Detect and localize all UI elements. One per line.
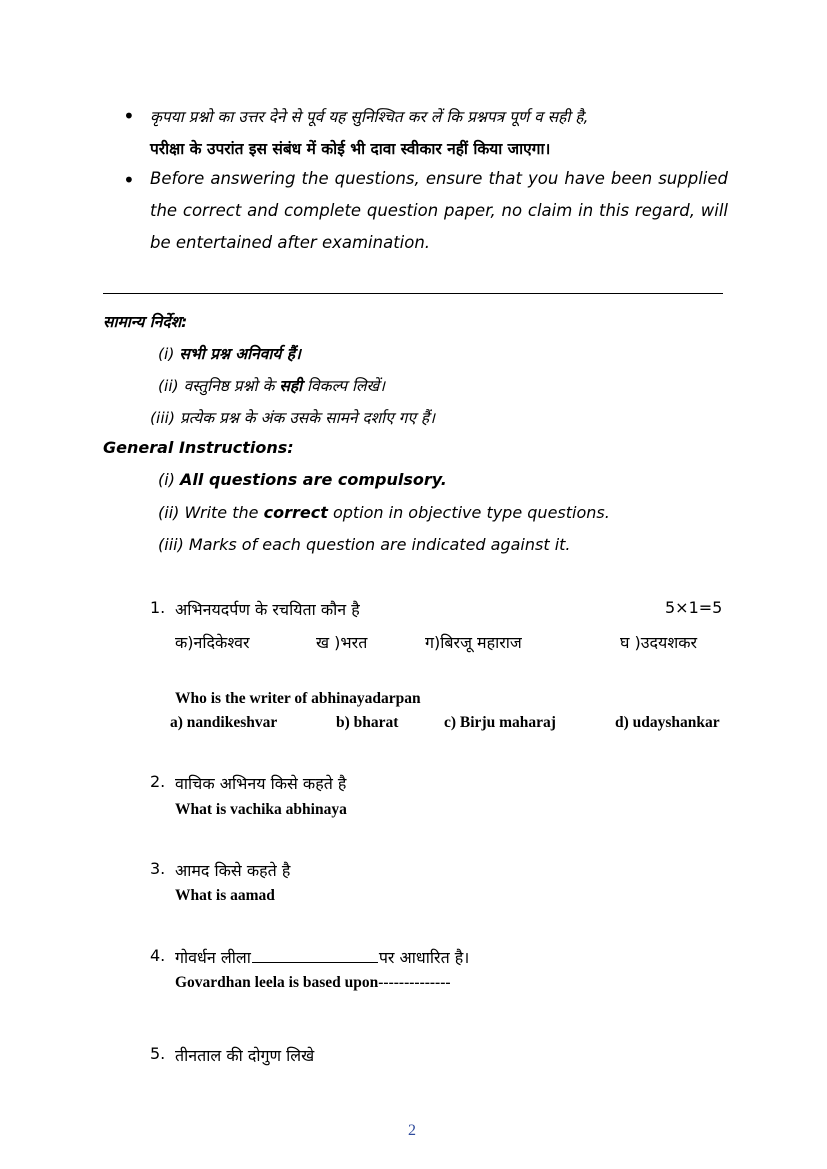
page-number: 2 — [408, 1122, 416, 1139]
question-5-number: 5. — [150, 1044, 166, 1063]
question-5-hindi: तीनताल की दोगुण लिखे — [175, 1046, 315, 1065]
instruction-text: प्रत्येक प्रश्न के अंक उसके सामने दर्शाए गए हैं। — [179, 409, 436, 427]
english-instructions-heading: General Instructions: — [103, 438, 294, 457]
q1-option-c-hindi: ग)बिरजू महाराज — [425, 633, 522, 652]
question-2-english: What is vachika abhinaya — [175, 801, 347, 818]
notice-hindi-line2: परीक्षा के उपरांत इस संबंध में कोई भी दावा स्वीकार नहीं किया जाएगा। — [150, 140, 551, 158]
instruction-text-pre: वस्तुनिष्ठ प्रश्नो के — [183, 377, 275, 395]
question-1-marks: 5×1=5 — [665, 598, 723, 617]
hindi-instruction-ii — [158, 374, 385, 396]
english-instruction-i — [158, 470, 447, 489]
instruction-text: Marks of each question are indicated against it. — [188, 535, 571, 554]
question-2-hindi: वाचिक अभिनय किसे कहते है — [175, 774, 347, 793]
hindi-instruction-i — [158, 342, 301, 364]
question-1-english: Who is the writer of abhinayadarpan — [175, 690, 421, 707]
instruction-number: (i) — [158, 345, 175, 363]
q1-option-b-hindi: ख )भरत — [316, 633, 368, 652]
question-3-number: 3. — [150, 859, 166, 878]
bullet-icon: • — [123, 104, 135, 128]
question-4-hindi — [175, 946, 469, 968]
question-4-english: Govardhan leela is based upon-------------- — [175, 974, 451, 991]
instruction-text-post: option in objective type questions. — [332, 503, 610, 522]
question-3-hindi: आमद किसे कहते है — [175, 861, 291, 880]
q1-option-d-hindi: घ )उदयशकर — [620, 633, 698, 652]
question-3-english: What is aamad — [175, 887, 275, 904]
q1-option-a-hindi: क)नदिकेश्वर — [175, 633, 250, 652]
question-2-number: 2. — [150, 772, 166, 791]
question-1-hindi: अभिनयदर्पण के रचयिता कौन है — [175, 600, 360, 619]
hindi-instructions-heading: सामान्य निर्देश: — [103, 313, 188, 331]
notice-hindi-line1: कृपया प्रश्नो का उत्तर देने से पूर्व यह सुनिश्चित कर लें कि प्रश्नपत्र पूर्ण व सही है, — [150, 108, 589, 126]
q4-hindi-post: पर आधारित है। — [378, 948, 470, 967]
english-instruction-ii — [158, 503, 610, 522]
q1-option-a-english: a) nandikeshvar — [170, 714, 278, 731]
instruction-text-bold: सही — [279, 377, 303, 395]
instruction-number: (iii) — [158, 535, 184, 554]
notice-english: Before answering the questions, ensure that you have been supplied the correct and complete question paper, no claim in this regard, will be entertained after examination. — [150, 169, 728, 252]
fill-blank-line — [252, 948, 378, 963]
q1-option-c-english: c) Birju maharaj — [444, 714, 556, 731]
q1-option-b-english: b) bharat — [336, 714, 399, 731]
instruction-text-post: विकल्प लिखें। — [307, 377, 386, 395]
hindi-instruction-iii — [150, 406, 435, 428]
instruction-text-bold: correct — [263, 503, 328, 522]
instruction-number: (ii) — [158, 377, 179, 395]
question-1-number: 1. — [150, 598, 166, 617]
instruction-text: सभी प्रश्न अनिवार्य हैं। — [179, 345, 301, 363]
instruction-number: (ii) — [158, 503, 180, 522]
divider-line — [103, 293, 723, 294]
q1-option-d-english: d) udayshankar — [615, 714, 720, 731]
english-instruction-iii — [158, 535, 571, 554]
q4-hindi-pre: गोवर्धन लीला — [175, 948, 251, 967]
instruction-number: (iii) — [150, 409, 176, 427]
instruction-text-pre: Write the — [184, 503, 259, 522]
instruction-number: (i) — [158, 470, 175, 489]
bullet-icon: • — [123, 168, 135, 192]
question-4-number: 4. — [150, 946, 166, 965]
instruction-text: All questions are compulsory. — [180, 470, 447, 489]
